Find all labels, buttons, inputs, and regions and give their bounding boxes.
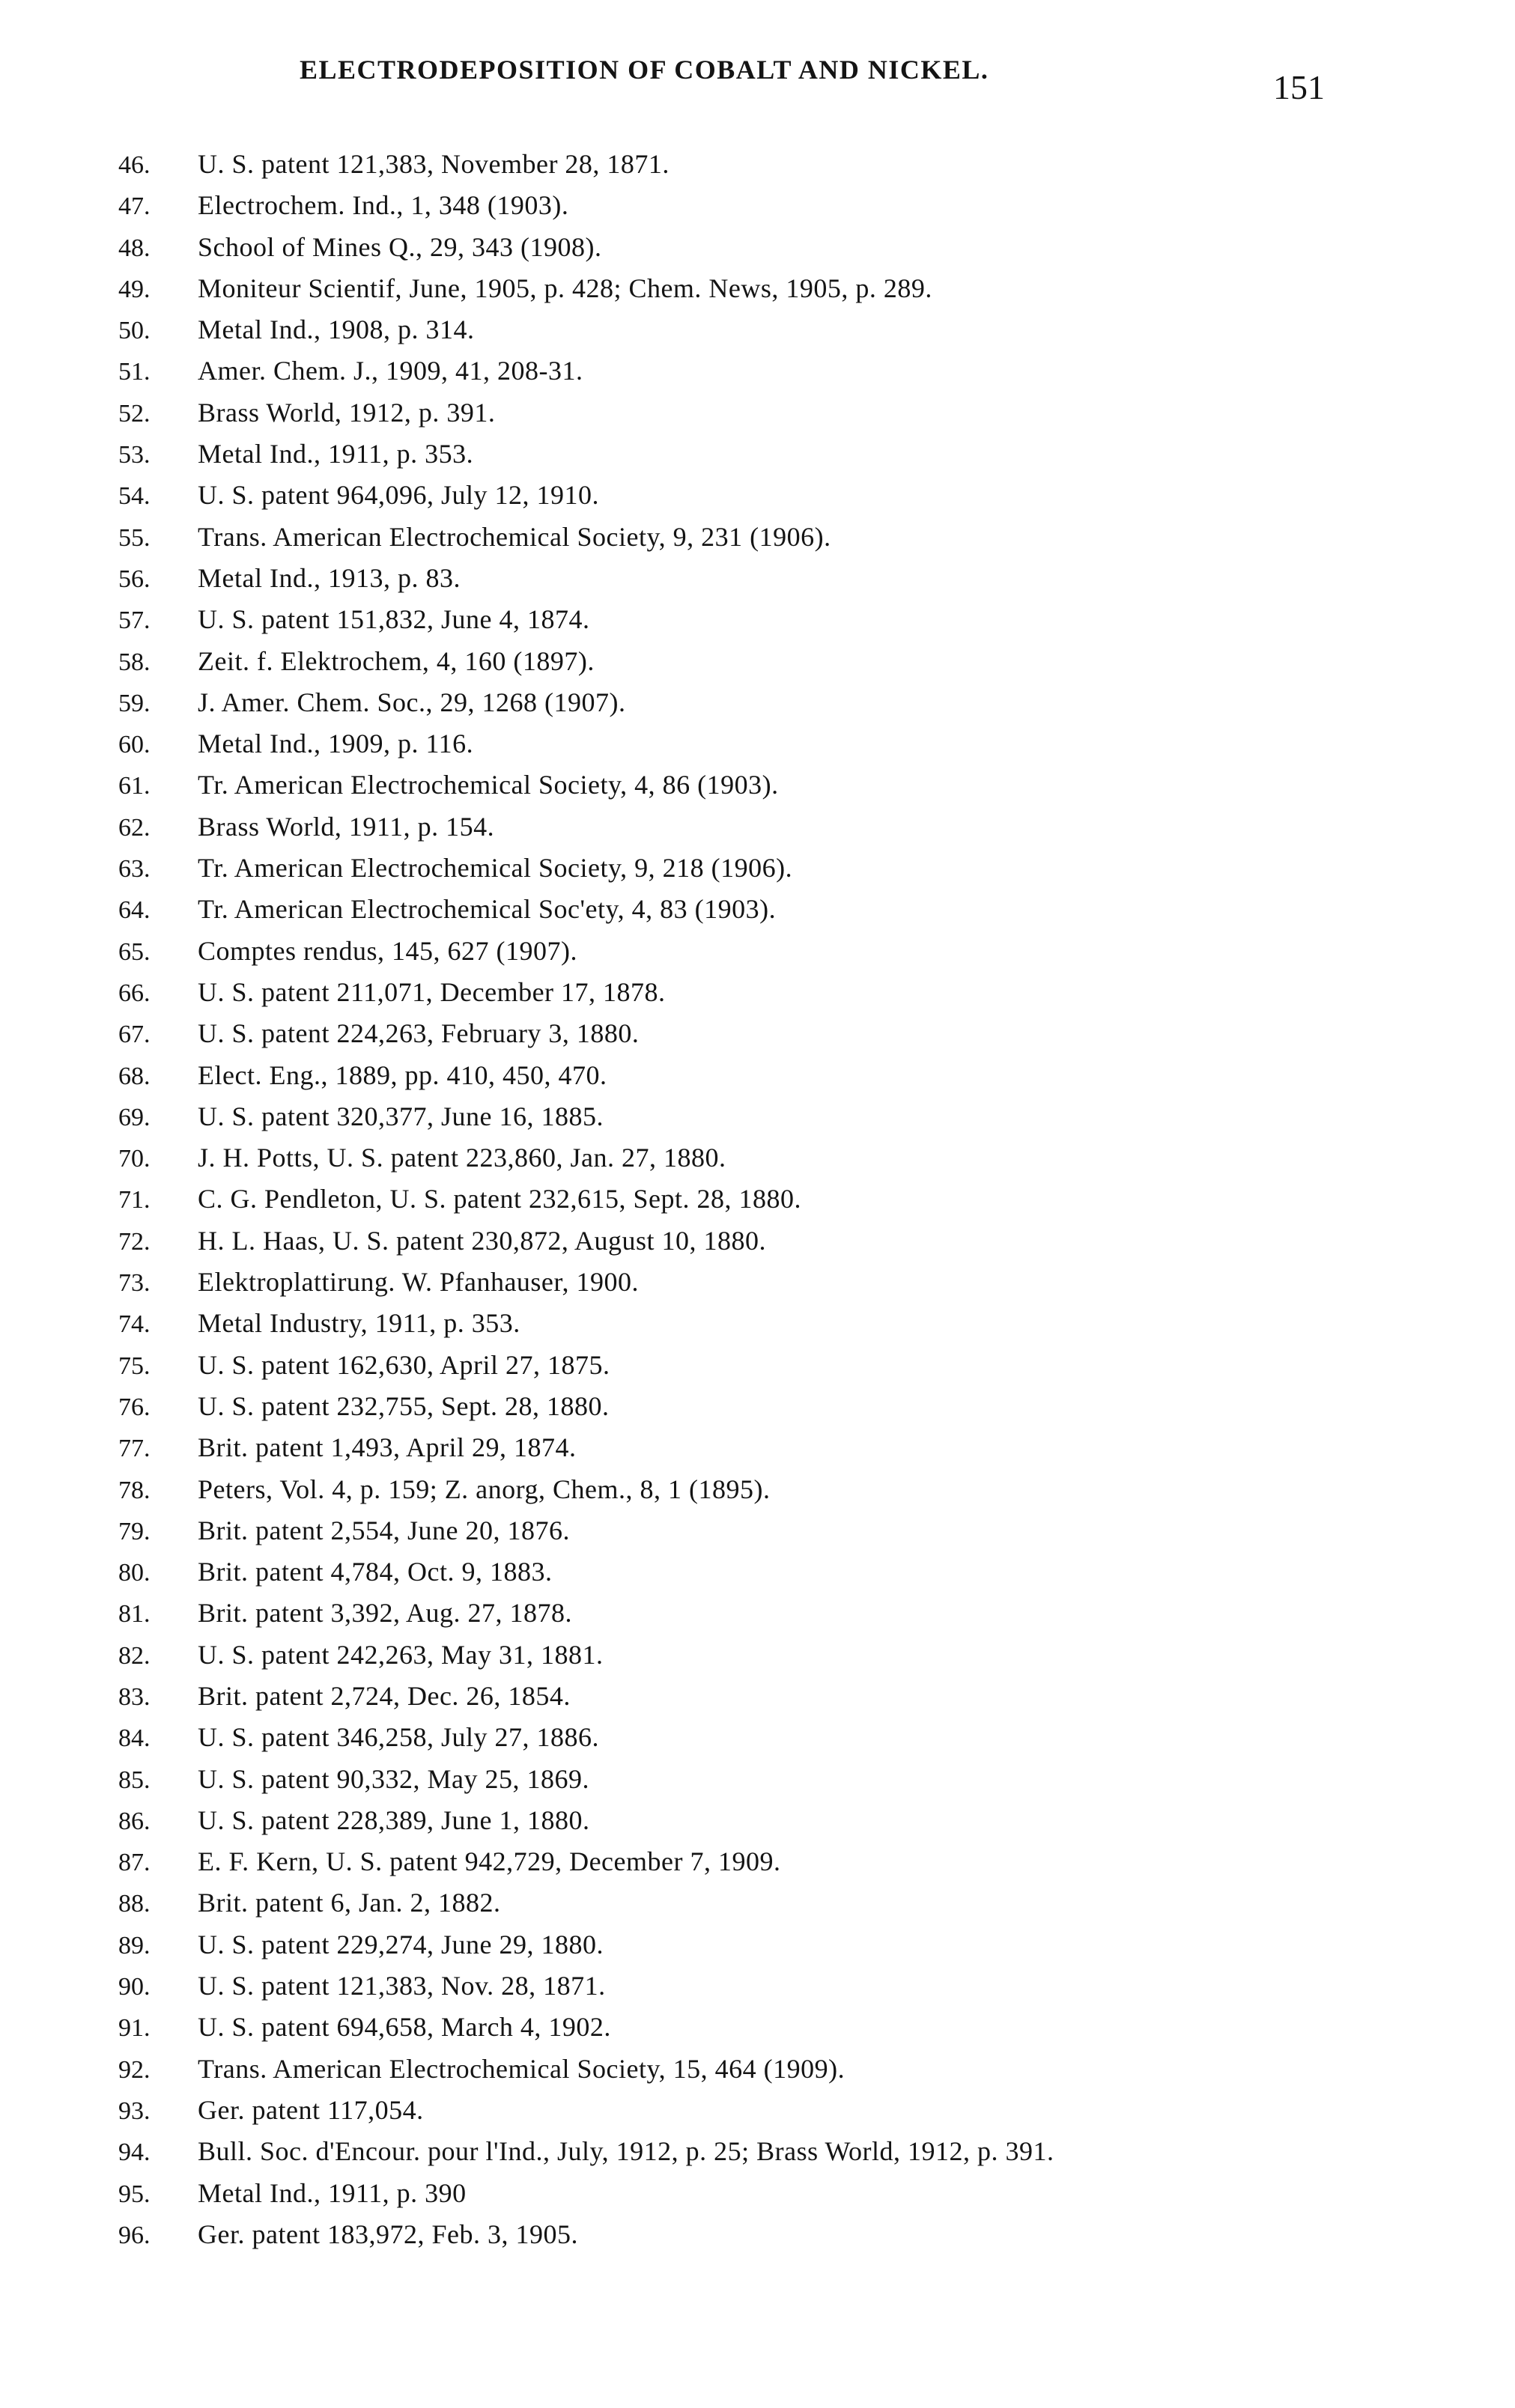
- reference-item: [118, 723, 1391, 764]
- reference-item: [118, 1635, 1391, 1676]
- reference-number: 90.: [118, 1973, 151, 2001]
- reference-text: U. S. patent 90,332, May 25, 1869.: [198, 1763, 589, 1794]
- reference-number: 59.: [118, 689, 151, 717]
- reference-text: Brass World, 1911, p. 154.: [198, 811, 495, 842]
- reference-item: [118, 1220, 1391, 1262]
- reference-number: 68.: [118, 1062, 151, 1090]
- reference-number: 93.: [118, 2097, 151, 2125]
- reference-item: [118, 475, 1391, 516]
- reference-text: Metal Ind., 1913, p. 83.: [198, 562, 461, 593]
- reference-item: [118, 144, 1391, 185]
- reference-number: 75.: [118, 1352, 151, 1380]
- reference-item: [118, 1262, 1391, 1303]
- reference-item: [118, 185, 1391, 226]
- reference-text: Tr. American Electrochemical Soc'ety, 4, 83 (1903).: [198, 894, 777, 925]
- reference-text: U. S. patent 694,658, March 4, 1902.: [198, 2012, 611, 2043]
- reference-item: [118, 1759, 1391, 1800]
- reference-item: [118, 1965, 1391, 2007]
- reference-item: [118, 1055, 1391, 1096]
- reference-text: U. S. patent 211,071, December 17, 1878.: [198, 976, 666, 1007]
- reference-item: [118, 1427, 1391, 1468]
- running-head: ELECTRODEPOSITION OF COBALT AND NICKEL.: [300, 55, 989, 85]
- reference-text: Peters, Vol. 4, p. 159; Z. anorg, Chem., 8, 1 (1895).: [198, 1474, 771, 1504]
- reference-text: Brit. patent 3,392, Aug. 27, 1878.: [198, 1598, 572, 1629]
- reference-item: [118, 1345, 1391, 1386]
- reference-text: Zeit. f. Elektrochem, 4, 160 (1897).: [198, 645, 595, 676]
- reference-number: 47.: [118, 192, 151, 221]
- reference-item: [118, 1013, 1391, 1054]
- reference-item: [118, 806, 1391, 848]
- reference-text: Metal Industry, 1911, p. 353.: [198, 1308, 520, 1339]
- reference-text: Metal Ind., 1911, p. 353.: [198, 439, 474, 469]
- reference-text: Brit. patent 4,784, Oct. 9, 1883.: [198, 1557, 553, 1587]
- reference-text: U. S. patent 228,389, June 1, 1880.: [198, 1805, 590, 1835]
- reference-text: Bull. Soc. d'Encour. pour l'Ind., July, 1912, p. 25; Brass World, 1912, p. 391.: [198, 2136, 1054, 2167]
- reference-number: 85.: [118, 1766, 151, 1794]
- reference-text: U. S. patent 964,096, July 12, 1910.: [198, 480, 599, 511]
- reference-item: [118, 517, 1391, 558]
- reference-number: 69.: [118, 1103, 151, 1131]
- reference-item: [118, 1551, 1391, 1593]
- reference-number: 87.: [118, 1849, 151, 1877]
- reference-text: Tr. American Electrochemical Society, 4, 86 (1903).: [198, 770, 779, 800]
- reference-number: 66.: [118, 979, 151, 1007]
- reference-item: [118, 1386, 1391, 1427]
- reference-text: Brit. patent 1,493, April 29, 1874.: [198, 1432, 577, 1463]
- reference-number: 52.: [118, 399, 151, 428]
- reference-text: U. S. patent 224,263, February 3, 1880.: [198, 1018, 640, 1049]
- reference-text: U. S. patent 121,383, November 28, 1871.: [198, 149, 670, 179]
- reference-text: School of Mines Q., 29, 343 (1908).: [198, 231, 602, 262]
- reference-text: Comptes rendus, 145, 627 (1907).: [198, 935, 577, 966]
- reference-item: [118, 889, 1391, 930]
- reference-item: [118, 1096, 1391, 1137]
- reference-item: [118, 434, 1391, 475]
- reference-number: 51.: [118, 358, 151, 386]
- reference-number: 61.: [118, 772, 151, 800]
- reference-item: [118, 2049, 1391, 2090]
- reference-text: Metal Ind., 1909, p. 116.: [198, 729, 474, 759]
- reference-item: [118, 972, 1391, 1013]
- page-number: 151: [1273, 68, 1325, 106]
- reference-item: [118, 2131, 1391, 2172]
- reference-text: U. S. patent 242,263, May 31, 1881.: [198, 1639, 604, 1670]
- reference-number: 65.: [118, 937, 151, 966]
- reference-number: 64.: [118, 896, 151, 925]
- reference-item: [118, 848, 1391, 889]
- reference-number: 86.: [118, 1807, 151, 1835]
- reference-number: 67.: [118, 1021, 151, 1049]
- reference-text: Electrochem. Ind., 1, 348 (1903).: [198, 190, 569, 221]
- reference-number: 80.: [118, 1559, 151, 1587]
- reference-number: 60.: [118, 731, 151, 759]
- reference-number: 81.: [118, 1600, 151, 1629]
- reference-number: 74.: [118, 1310, 151, 1339]
- reference-text: Moniteur Scientif, June, 1905, p. 428; Chem. News, 1905, p. 289.: [198, 273, 932, 303]
- reference-item: [118, 2090, 1391, 2131]
- reference-text: U. S. patent 151,832, June 4, 1874.: [198, 604, 590, 635]
- reference-text: J. Amer. Chem. Soc., 29, 1268 (1907).: [198, 687, 626, 717]
- reference-number: 91.: [118, 2014, 151, 2043]
- reference-number: 63.: [118, 855, 151, 884]
- reference-number: 62.: [118, 813, 151, 842]
- reference-text: Brit. patent 2,724, Dec. 26, 1854.: [198, 1680, 571, 1711]
- reference-item: [118, 1179, 1391, 1220]
- reference-item: [118, 2007, 1391, 2048]
- reference-item: [118, 1841, 1391, 1882]
- reference-item: [118, 1717, 1391, 1758]
- reference-item: [118, 350, 1391, 392]
- reference-item: [118, 1510, 1391, 1551]
- reference-number: 84.: [118, 1724, 151, 1753]
- reference-list: [118, 144, 1391, 2255]
- reference-number: 95.: [118, 2180, 151, 2208]
- reference-number: 76.: [118, 1393, 151, 1421]
- reference-number: 78.: [118, 1476, 151, 1504]
- reference-text: Ger. patent 183,972, Feb. 3, 1905.: [198, 2219, 578, 2249]
- reference-item: [118, 2214, 1391, 2255]
- reference-number: 55.: [118, 523, 151, 552]
- reference-number: 71.: [118, 1186, 151, 1214]
- reference-text: Brass World, 1912, p. 391.: [198, 397, 496, 428]
- reference-item: [118, 2173, 1391, 2214]
- reference-item: [118, 1137, 1391, 1179]
- reference-number: 77.: [118, 1435, 151, 1463]
- reference-item: [118, 1469, 1391, 1510]
- reference-number: 73.: [118, 1269, 151, 1298]
- reference-number: 57.: [118, 606, 151, 635]
- reference-number: 89.: [118, 1931, 151, 1959]
- reference-number: 48.: [118, 234, 151, 262]
- reference-number: 58.: [118, 648, 151, 676]
- reference-item: [118, 599, 1391, 640]
- reference-item: [118, 682, 1391, 723]
- reference-text: Tr. American Electrochemical Society, 9, 218 (1906).: [198, 853, 793, 884]
- reference-item: [118, 1924, 1391, 1965]
- reference-item: [118, 268, 1391, 309]
- reference-item: [118, 931, 1391, 972]
- reference-text: U. S. patent 346,258, July 27, 1886.: [198, 1722, 599, 1753]
- reference-number: 72.: [118, 1227, 151, 1256]
- reference-text: Ger. patent 117,054.: [198, 2094, 424, 2125]
- reference-text: J. H. Potts, U. S. patent 223,860, Jan. 27, 1880.: [198, 1143, 726, 1173]
- reference-text: Metal Ind., 1911, p. 390: [198, 2177, 467, 2208]
- reference-text: U. S. patent 121,383, Nov. 28, 1871.: [198, 1971, 606, 2001]
- reference-text: H. L. Haas, U. S. patent 230,872, August 10, 1880.: [198, 1225, 766, 1256]
- reference-item: [118, 1800, 1391, 1841]
- reference-item: [118, 558, 1391, 599]
- reference-text: E. F. Kern, U. S. patent 942,729, December 7, 1909.: [198, 1846, 781, 1877]
- reference-item: [118, 309, 1391, 350]
- reference-text: Amer. Chem. J., 1909, 41, 208-31.: [198, 356, 583, 386]
- reference-text: U. S. patent 229,274, June 29, 1880.: [198, 1929, 604, 1959]
- reference-number: 88.: [118, 1890, 151, 1918]
- reference-item: [118, 1882, 1391, 1924]
- reference-item: [118, 1593, 1391, 1634]
- reference-text: Trans. American Electrochemical Society, 15, 464 (1909).: [198, 2053, 845, 2084]
- reference-number: 54.: [118, 482, 151, 511]
- reference-text: Metal Ind., 1908, p. 314.: [198, 314, 475, 345]
- reference-number: 56.: [118, 565, 151, 593]
- reference-item: [118, 1303, 1391, 1344]
- reference-number: 94.: [118, 2138, 151, 2167]
- reference-text: U. S. patent 162,630, April 27, 1875.: [198, 1349, 610, 1380]
- reference-text: Elect. Eng., 1889, pp. 410, 450, 470.: [198, 1059, 607, 1090]
- reference-number: 46.: [118, 151, 151, 179]
- reference-item: [118, 1676, 1391, 1717]
- reference-number: 92.: [118, 2055, 151, 2084]
- reference-item: [118, 392, 1391, 434]
- reference-text: Elektroplattirung. W. Pfanhauser, 1900.: [198, 1267, 639, 1298]
- reference-number: 49.: [118, 275, 151, 303]
- reference-number: 53.: [118, 441, 151, 469]
- reference-number: 96.: [118, 2221, 151, 2249]
- reference-item: [118, 641, 1391, 682]
- reference-number: 79.: [118, 1517, 151, 1545]
- reference-number: 83.: [118, 1682, 151, 1711]
- reference-number: 70.: [118, 1145, 151, 1173]
- reference-text: U. S. patent 320,377, June 16, 1885.: [198, 1101, 604, 1131]
- reference-text: C. G. Pendleton, U. S. patent 232,615, Sept. 28, 1880.: [198, 1184, 801, 1214]
- reference-item: [118, 227, 1391, 268]
- reference-text: Brit. patent 2,554, June 20, 1876.: [198, 1515, 570, 1545]
- reference-number: 50.: [118, 317, 151, 345]
- reference-text: U. S. patent 232,755, Sept. 28, 1880.: [198, 1390, 610, 1421]
- reference-text: Trans. American Electrochemical Society, 9, 231 (1906).: [198, 521, 831, 552]
- reference-text: Brit. patent 6, Jan. 2, 1882.: [198, 1888, 501, 1918]
- reference-item: [118, 764, 1391, 806]
- reference-number: 82.: [118, 1641, 151, 1670]
